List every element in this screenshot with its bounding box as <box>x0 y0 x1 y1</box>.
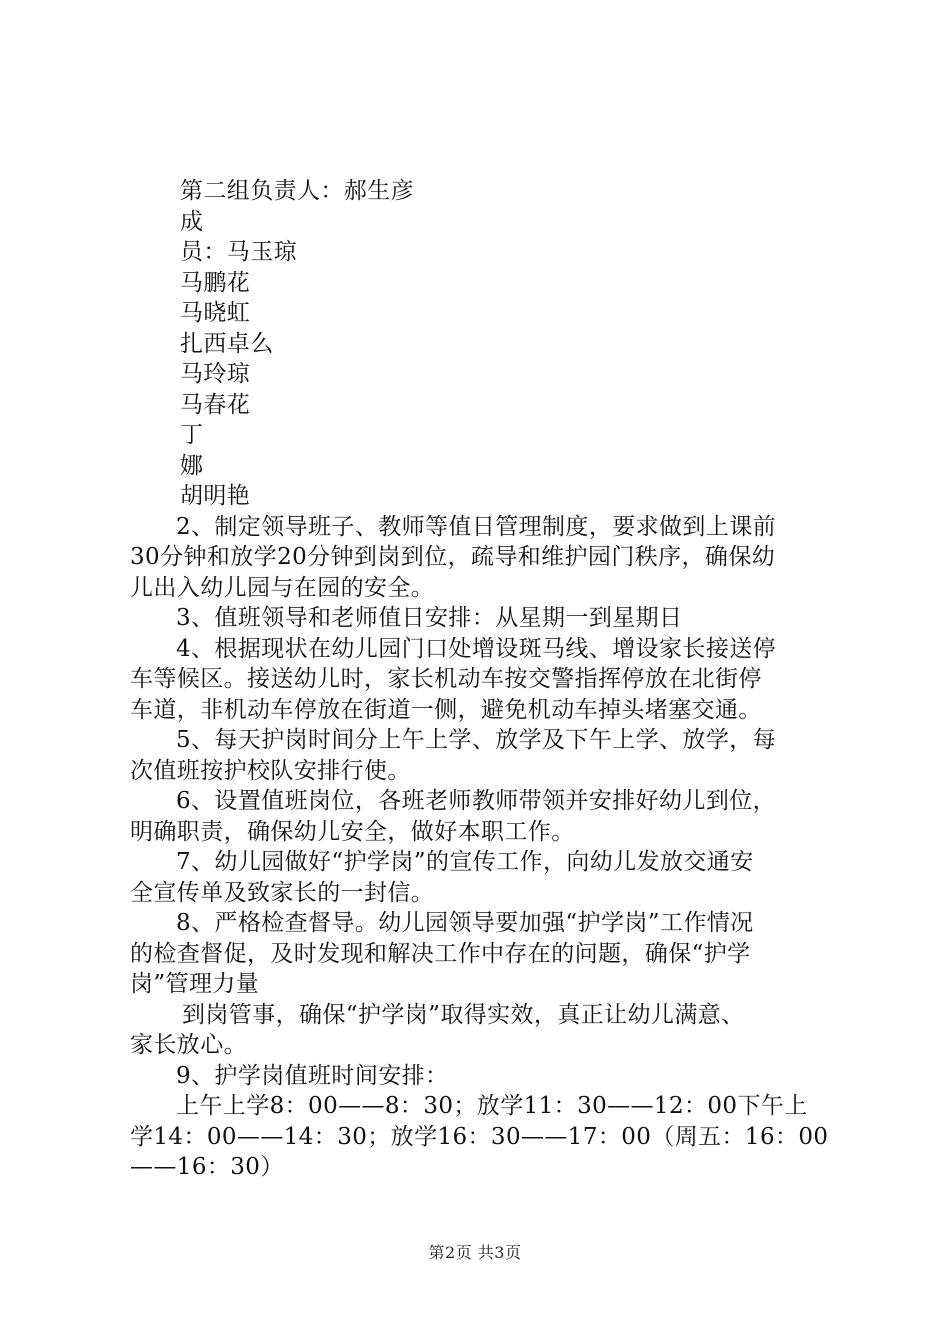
text-line: 扎西卓么 <box>180 330 274 357</box>
text-line: 成 <box>180 208 204 235</box>
page-number-footer: 第2页 共3页 <box>428 1243 522 1262</box>
text-line: 7、幼儿园做好“护学岗”的宣传工作，向幼儿发放交通安 <box>176 849 754 875</box>
text-line: 的检查督促，及时发现和解决工作中存在的问题，确保“护学 <box>130 940 751 967</box>
text-line: 员：马玉琼 <box>180 239 297 265</box>
text-line: 胡明艳 <box>180 483 251 509</box>
text-line: 5、每天护岗时间分上午上学、放学及下午上学、放学，每 <box>176 727 777 753</box>
text-line: 车等候区。接送幼儿时，家长机动车按交警指挥停放在北街停 <box>130 666 762 692</box>
text-line: 明确职责，确保幼儿安全，做好本职工作。 <box>130 818 575 845</box>
text-line: 车道，非机动车停放在街道一侧，避免机动车掉头堵塞交通。 <box>130 696 762 723</box>
text-line: 学14：00——14：30；放学16：30——17：00（周五：16：00 <box>130 1123 829 1150</box>
text-line: 儿出入幼儿园与在园的安全。 <box>130 574 435 601</box>
text-line: 马玲琼 <box>180 361 251 387</box>
text-line: 马晓虹 <box>180 300 251 326</box>
text-line: 到岗管事，确保“护学岗”取得实效，真正让幼儿满意、 <box>182 1001 745 1028</box>
text-line: 马鹏花 <box>180 269 251 296</box>
text-line: 8、严格检查督导。幼儿园领导要加强“护学岗”工作情况 <box>176 910 754 936</box>
text-line: 家长放心。 <box>130 1032 247 1058</box>
text-line: 次值班按护校队安排行使。 <box>130 757 411 784</box>
text-line: 丁 <box>180 422 204 448</box>
text-line: ——16：30） <box>130 1154 284 1180</box>
text-line: 娜 <box>180 452 204 479</box>
text-line: 全宣传单及致家长的一封信。 <box>130 879 435 906</box>
text-line: 9、护学岗值班时间安排： <box>176 1062 449 1089</box>
text-line: 3、值班领导和老师值日安排：从星期一到星期日 <box>176 605 683 631</box>
text-line: 6、设置值班岗位，各班老师教师带领并安排好幼儿到位， <box>176 788 777 814</box>
text-line: 岗”管理力量 <box>130 971 260 997</box>
text-line: 上午上学8：00——8：30；放学11：30——12：00下午上 <box>176 1093 808 1119</box>
text-line: 马春花 <box>180 391 251 418</box>
text-line: 30分钟和放学20分钟到岗到位，疏导和维护园门秩序，确保幼 <box>130 544 776 570</box>
document-body <box>130 176 830 1183</box>
text-line: 2、制定领导班子、教师等值日管理制度，要求做到上课前 <box>176 513 777 540</box>
text-line: 4、根据现状在幼儿园门口处增设斑马线、增设家长接送停 <box>176 635 777 662</box>
text-line: 第二组负责人：郝生彦 <box>180 178 414 204</box>
